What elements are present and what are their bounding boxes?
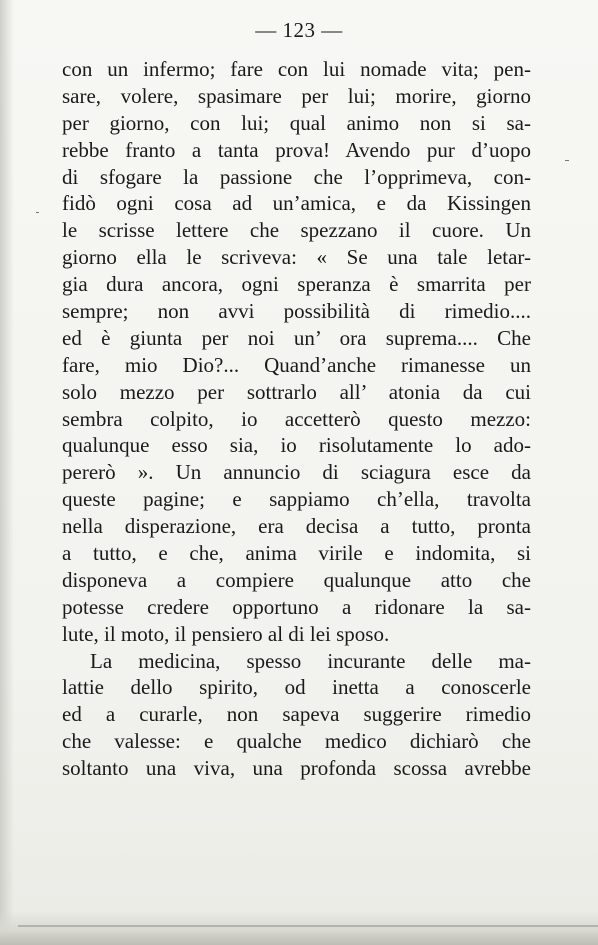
- page-bottom-edge: [0, 911, 598, 945]
- text-line: le scrisse lettere che spezzano il cuore. Un: [62, 218, 531, 243]
- text-line: gia dura ancora, ogni speranza è smarrita per: [62, 272, 531, 297]
- text-line: di sfogare la passione che l’opprimeva, con-: [62, 164, 531, 189]
- paper-speck: [36, 212, 39, 213]
- text-line: fare, mio Dio?... Quand’anche rimanesse un: [62, 352, 531, 377]
- text-line: disponeva a compiere qualunque atto che: [62, 567, 531, 592]
- text-line: che valesse: e qualche medico dichiarò che: [62, 729, 531, 754]
- text-line: con un infermo; fare con lui nomade vita; pen-: [62, 57, 531, 81]
- page-gutter-shadow: [0, 0, 14, 945]
- body-text: [62, 56, 531, 782]
- paper-speck: [565, 160, 569, 161]
- text-line: sembra colpito, io accetterò questo mezzo:: [62, 406, 531, 431]
- text-line: ed a curarle, non sapeva suggerire rimedio: [62, 702, 531, 727]
- page-number: — 123 —: [255, 18, 343, 42]
- page-bottom-rule: [18, 925, 598, 927]
- text-line: qualunque esso sia, io risolutamente lo ado-: [62, 433, 531, 458]
- text-line: fidò ogni cosa ad un’amica, e da Kissingen: [62, 191, 531, 216]
- text-line: solo mezzo per sottrarlo all’ atonia da cui: [62, 379, 531, 404]
- text-line: rebbe franto a tanta prova! Avendo pur d’uopo: [62, 137, 531, 162]
- text-line: giorno ella le scriveva: « Se una tale letar-: [62, 245, 531, 270]
- text-line: a tutto, e che, anima virile e indomita, si: [62, 541, 531, 566]
- text-line: soltanto una viva, una profonda scossa avrebbe: [62, 756, 531, 781]
- text-line: potesse credere opportuno a ridonare la sa-: [62, 594, 531, 619]
- text-line: nella disperazione, era decisa a tutto, pronta: [62, 514, 531, 539]
- text-line: per giorno, con lui; qual animo non si sa-: [62, 110, 531, 135]
- text-line: lute, il moto, il pensiero al di lei sposo.: [62, 621, 390, 646]
- text-line: ed è giunta per noi un’ ora suprema.... Che: [62, 325, 531, 350]
- text-line: pererò ». Un annuncio di sciagura esce da: [62, 460, 531, 485]
- text-line: lattie dello spirito, od inetta a conoscerle: [62, 675, 531, 700]
- paragraph-first-line: La medicina, spesso incurante delle ma-: [90, 648, 531, 673]
- text-line: queste pagine; e sappiamo ch’ella, travolta: [62, 487, 531, 512]
- text-line: sempre; non avvi possibilità di rimedio....: [62, 299, 531, 324]
- text-line: sare, volere, spasimare per lui; morire, giorno: [62, 83, 531, 108]
